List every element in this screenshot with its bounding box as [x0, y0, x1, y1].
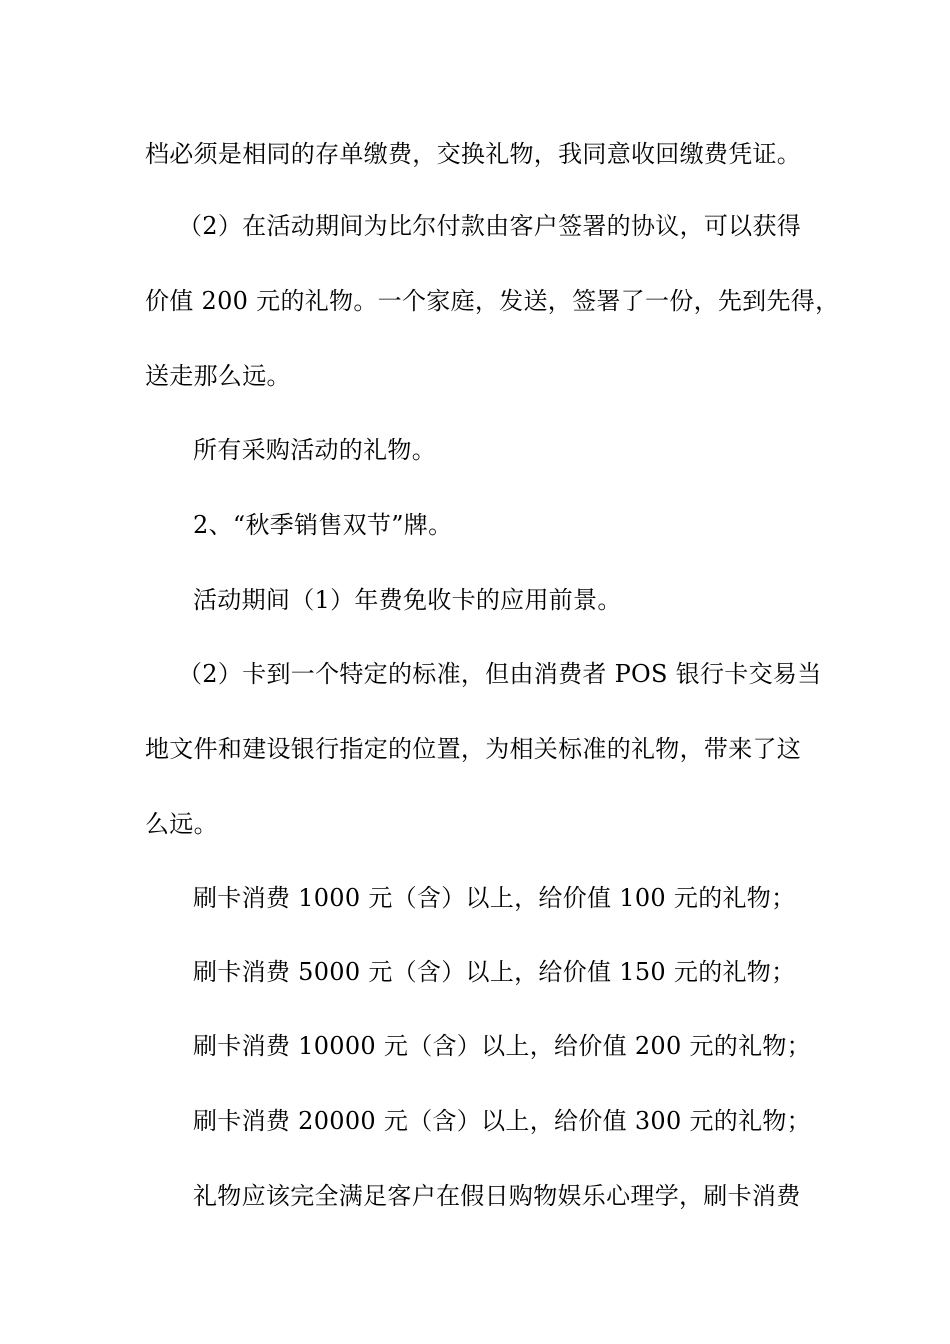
paragraph-line: 价值 200 元的礼物。一个家庭，发送，签署了一份，先到先得，: [145, 287, 840, 315]
paragraph-line: 活动期间（1）年费免收卡的应用前景。: [193, 586, 622, 614]
list-item: 刷卡消费 5000 元（含）以上，给价值 150 元的礼物；: [193, 958, 796, 986]
paragraph-line: （2）卡到一个特定的标准，但由消费者 POS 银行卡交易当: [178, 660, 822, 688]
list-item: 刷卡消费 1000 元（含）以上，给价值 100 元的礼物；: [193, 884, 796, 912]
section-heading: 2、“秋季销售双节”牌。: [193, 511, 453, 539]
paragraph-line: 所有采购活动的礼物。: [193, 436, 436, 464]
list-item: 刷卡消费 20000 元（含）以上，给价值 300 元的礼物；: [193, 1107, 811, 1135]
paragraph-line: 么远。: [145, 810, 218, 838]
list-item: 刷卡消费 10000 元（含）以上，给价值 200 元的礼物；: [193, 1032, 811, 1060]
paragraph-line: 档必须是相同的存单缴费，交换礼物，我同意收回缴费凭证。: [145, 140, 802, 168]
paragraph-line: 礼物应该完全满足客户在假日购物娱乐心理学，刷卡消费: [193, 1182, 801, 1210]
paragraph-line: （2）在活动期间为比尔付款由客户签署的协议，可以获得: [178, 212, 802, 240]
paragraph-line: 送走那么远。: [145, 362, 291, 390]
paragraph-line: 地文件和建设银行指定的位置，为相关标准的礼物，带来了这: [145, 735, 802, 763]
